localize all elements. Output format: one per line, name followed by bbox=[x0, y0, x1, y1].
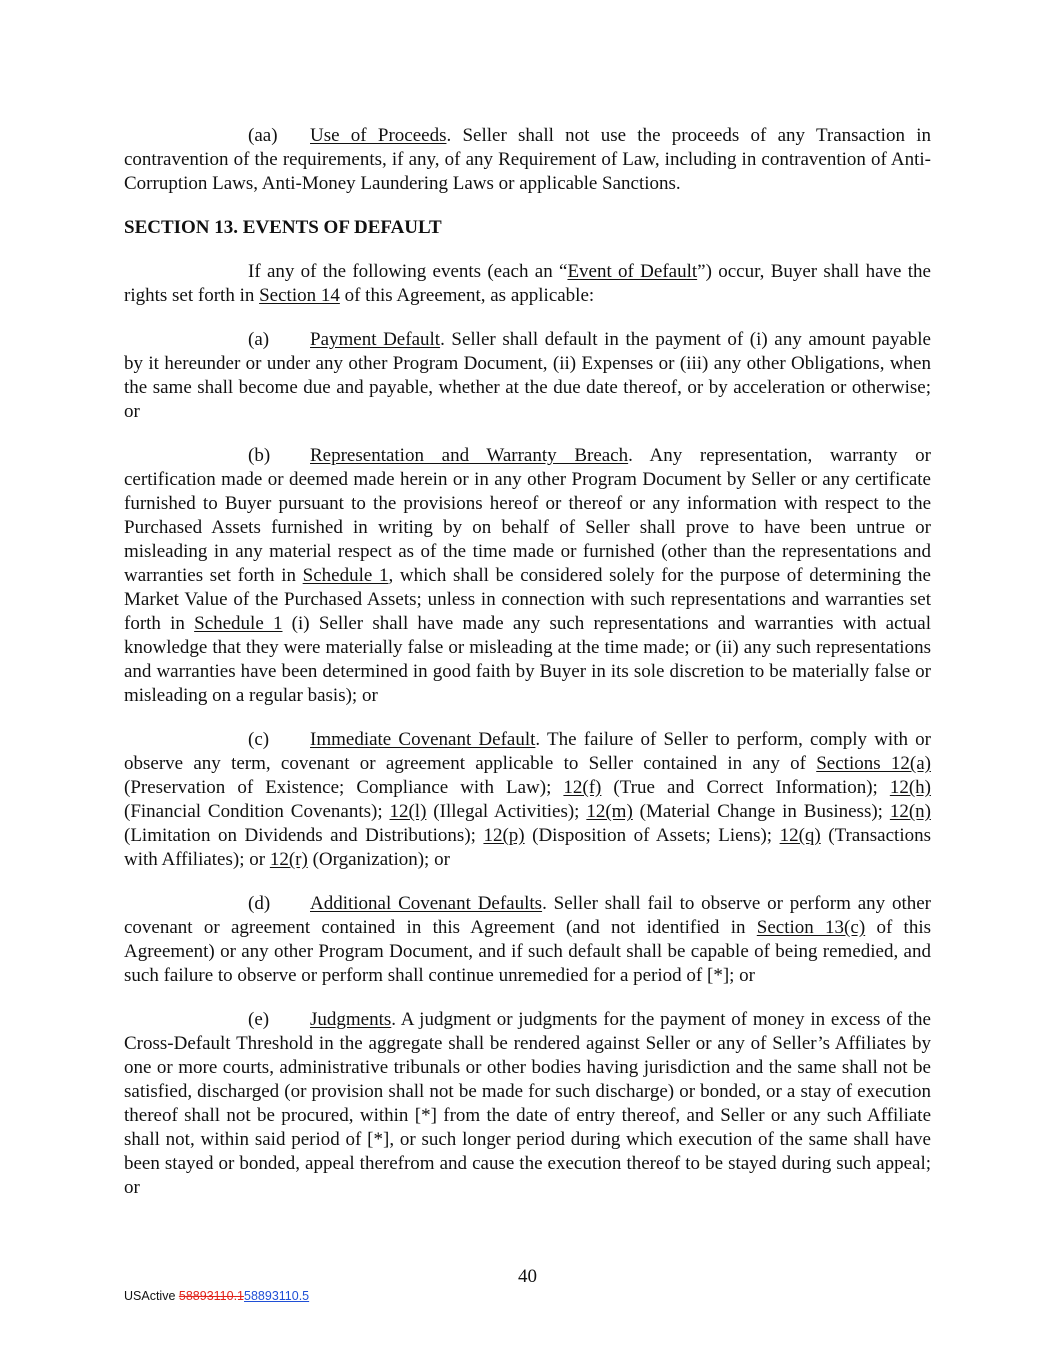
clause-label: (a) bbox=[248, 329, 270, 350]
document-id-footer bbox=[124, 1289, 309, 1303]
paragraph-text: If any of the following events (each an “ bbox=[248, 261, 568, 282]
paragraph-text: (Illegal Activities); bbox=[426, 801, 587, 822]
cross-reference: Schedule 1 bbox=[194, 613, 283, 634]
cross-reference: 12(l) bbox=[389, 801, 427, 822]
cross-reference: 12(p) bbox=[483, 825, 525, 846]
paragraph-text: , which shall be considered solely for the purpose of determining the Market Value of the Purchased Assets; unless in connection with such representations and warranties set forth in bbox=[124, 565, 931, 634]
paragraph-text: . The failure of Seller to perform, comply with or observe any term, covenant or agreement applicable to Seller contained in any of bbox=[124, 729, 931, 774]
paragraph-text: (i) Seller shall have made any such representations and warranties with actual knowledge that they were materially false or misleading at the time made; or (ii) any such representations and warranties have been determined in good faith by Buyer in its sole discretion to be materially false or misleading on a regular basis); or bbox=[124, 613, 931, 706]
cross-reference: Payment Default bbox=[310, 329, 441, 350]
cross-reference: 12(m) bbox=[586, 801, 633, 822]
clause-label: (d) bbox=[248, 893, 271, 914]
cross-reference: Sections 12(a) bbox=[816, 753, 931, 774]
cross-reference: Immediate Covenant Default bbox=[310, 729, 536, 750]
cross-reference: 12(r) bbox=[269, 849, 308, 870]
paragraph-text: (Organization); or bbox=[307, 849, 450, 870]
paragraph-text: (True and Correct Information); bbox=[601, 777, 890, 798]
cross-reference: Section 13(c) bbox=[756, 917, 866, 938]
paragraph-text: (Preservation of Existence; Compliance with Law); bbox=[124, 777, 564, 798]
section-heading: SECTION 13. EVENTS OF DEFAULT bbox=[124, 217, 442, 238]
paragraph-text: (Transactions with Affiliates); or bbox=[124, 825, 931, 870]
paragraph-text: . A judgment or judgments for the payment of money in excess of the Cross-Default Threshold in the aggregate shall be rendered against Seller or any of Seller’s Affiliates by one or more courts, administrative tribunals or other bodies having jurisdiction and the same shall not be satisfied, discharged (or provision shall not be made for such discharge) or bonded, or a stay of execution thereof shall not be procured, within [*] from the date of entry thereof, and Seller or any such Affiliate shall not, within said period of [*], or such longer period during which execution of the same shall have been stayed or bonded, appeal therefrom and cause the execution thereof to be stayed during such appeal; or bbox=[124, 1009, 931, 1198]
paragraph-text: (Disposition of Assets; Liens); bbox=[524, 825, 780, 846]
paragraph bbox=[124, 124, 931, 196]
cross-reference: Representation and Warranty Breach bbox=[310, 445, 629, 466]
paragraph-text: (Limitation on Dividends and Distributions); bbox=[124, 825, 484, 846]
paragraph bbox=[124, 892, 931, 988]
clause-label: (aa) bbox=[248, 125, 278, 146]
paragraph-text: . Seller shall default in the payment of (i) any amount payable by it hereunder or under any other Program Document, (ii) Expenses or (iii) any other Obligations, when the same shall become due and payable, whether at the due date thereof, or by acceleration or otherwise; or bbox=[124, 329, 931, 422]
cross-reference: 12(f) bbox=[563, 777, 602, 798]
footer-prefix: USActive bbox=[124, 1289, 179, 1303]
paragraph bbox=[124, 1008, 931, 1200]
deleted-document-id: 58893110.1 bbox=[178, 1289, 245, 1303]
clause-label: (e) bbox=[248, 1009, 270, 1030]
paragraph bbox=[124, 728, 931, 872]
paragraph bbox=[124, 444, 931, 708]
paragraph bbox=[124, 260, 931, 308]
cross-reference: Event of Default bbox=[567, 261, 698, 282]
page-number: 40 bbox=[518, 1266, 537, 1287]
paragraph-text: . Seller shall not use the proceeds of any Transaction in contravention of the requirements, if any, of any Requirement of Law, including in contravention of Anti-Corruption Laws, Anti-Money Laundering Laws or applicable Sanctions. bbox=[124, 125, 931, 194]
paragraph-text: . Seller shall fail to observe or perform any other covenant or agreement contained in this Agreement (and not identified in bbox=[124, 893, 931, 938]
cross-reference: Additional Covenant Defaults bbox=[310, 893, 543, 914]
cross-reference: Schedule 1 bbox=[302, 565, 389, 586]
inserted-document-id: 58893110.5 bbox=[244, 1289, 310, 1303]
paragraph-text: (Material Change in Business); bbox=[632, 801, 890, 822]
cross-reference: 12(n) bbox=[889, 801, 931, 822]
clause-label: (c) bbox=[248, 729, 270, 750]
cross-reference: Section 14 bbox=[259, 285, 340, 306]
paragraph-text: of this Agreement) or any other Program Document, and if such default shall be capable of being remedied, and such failure to observe or perform shall continue unremedied for a period of [*]; or bbox=[124, 917, 932, 986]
paragraph-text: . Any representation, warranty or certification made or deemed made herein or in any other Program Document by Seller or any certificate furnished to Buyer pursuant to the provisions hereof or thereof or any information with respect to the Purchased Assets furnished in writing by on behalf of Seller shall prove to have been untrue or misleading in any material respect as of the time made or furnished (other than the representations and warranties set forth in bbox=[124, 445, 931, 586]
paragraph-text: (Financial Condition Covenants); bbox=[124, 801, 390, 822]
clause-label: (b) bbox=[248, 445, 271, 466]
cross-reference: Judgments bbox=[310, 1009, 392, 1030]
document-body bbox=[124, 124, 931, 1220]
paragraph bbox=[124, 328, 931, 424]
cross-reference: 12(h) bbox=[889, 777, 931, 798]
paragraph-text: of this Agreement, as applicable: bbox=[339, 285, 595, 306]
cross-reference: 12(q) bbox=[779, 825, 821, 846]
cross-reference: Use of Proceeds bbox=[310, 125, 447, 146]
paragraph-text: ”) occur, Buyer shall have the rights set forth in bbox=[124, 261, 931, 306]
